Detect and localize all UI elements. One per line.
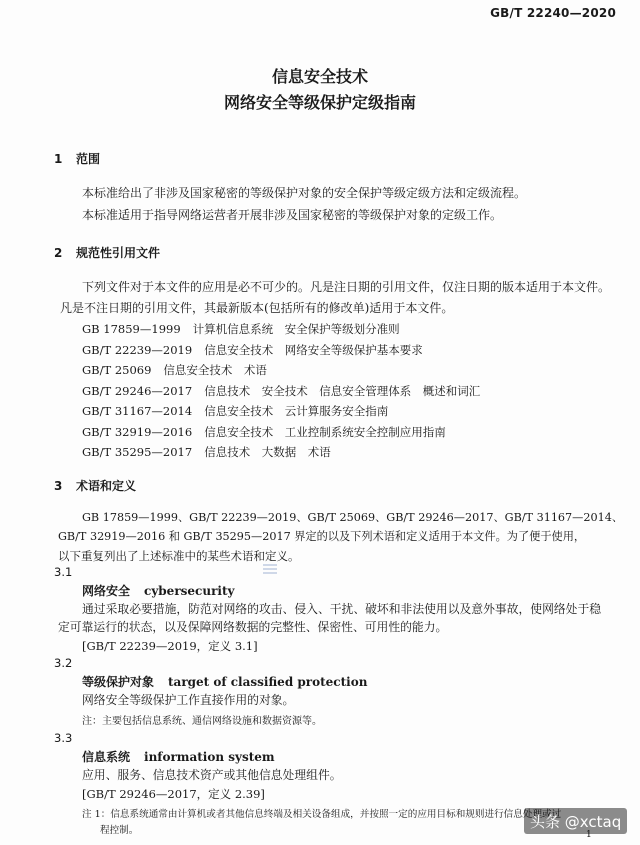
- page-number: 1: [586, 830, 592, 840]
- ref-title: 信息技术 大数据 术语: [204, 445, 331, 459]
- term-number: 3.2: [54, 656, 73, 670]
- reference-item: [82, 383, 480, 399]
- reference-item: [82, 342, 423, 358]
- reference-item: [82, 403, 388, 419]
- section-3-heading: [54, 477, 136, 494]
- section-title: 术语和定义: [76, 479, 137, 493]
- ref-title: 信息技术 安全技术 信息安全管理体系 概述和词汇: [204, 384, 481, 398]
- section-number: 2: [54, 246, 63, 260]
- term-heading: [82, 673, 367, 690]
- section-title: 规范性引用文件: [76, 246, 161, 260]
- term-note: 注 1：信息系统通常由计算机或者其他信息终端及相关设备组成，并按照一定的应用目标和规则进行信息处理或过: [82, 809, 562, 820]
- ref-code: GB/T 32919—2016: [82, 425, 193, 439]
- term-number: 3.3: [54, 731, 73, 745]
- term-heading: [82, 582, 234, 599]
- ref-code: GB/T 25069: [82, 363, 152, 377]
- section-1-heading: [54, 150, 100, 167]
- paragraph: GB/T 32919—2016 和 GB/T 35295—2017 界定的以及下列术语和定义适用于本文件。为了便于使用，: [58, 530, 586, 543]
- term-en: cybersecurity: [144, 584, 235, 598]
- term-heading: [82, 748, 275, 765]
- term-zh: 信息系统: [82, 750, 131, 764]
- term-zh: 网络安全: [82, 584, 131, 598]
- term-definition: 定可靠运行的状态，以及保障网络数据的完整性、保密性、可用性的能力。: [58, 620, 448, 634]
- watermark-badge: 头条 @xctaq: [524, 808, 627, 834]
- section-number: 3: [54, 479, 63, 493]
- term-note: 注：主要包括信息系统、通信网络设施和数据资源等。: [82, 716, 322, 727]
- term-source: [GB/T 22239—2019，定义 3.1]: [82, 639, 258, 653]
- term-en: information system: [144, 750, 275, 764]
- ref-title: 信息安全技术 术语: [163, 363, 267, 377]
- standard-code: GB/T 22240—2020: [490, 6, 616, 20]
- section-2-heading: [54, 244, 160, 261]
- section-number: 1: [54, 152, 63, 166]
- ref-title: 计算机信息系统 安全保护等级划分准则: [192, 322, 400, 336]
- term-number: 3.1: [54, 565, 73, 579]
- reference-item: [82, 321, 400, 337]
- ref-title: 信息安全技术 云计算服务安全指南: [204, 404, 389, 418]
- reference-item: [82, 362, 267, 378]
- ref-code: GB/T 29246—2017: [82, 384, 193, 398]
- ref-code: GB/T 31167—2014: [82, 404, 193, 418]
- paragraph: GB 17859—1999、GB/T 22239—2019、GB/T 25069、GB/T 29246—2017、GB/T 31167—2014、: [82, 511, 624, 524]
- paragraph: 凡是不注日期的引用文件，其最新版本(包括所有的修改单)适用于本文件。: [60, 301, 454, 315]
- paragraph: 以下重复列出了上述标准中的某些术语和定义。: [58, 549, 300, 563]
- doc-title-line1: 信息安全技术: [271, 67, 368, 86]
- term-zh: 等级保护对象: [82, 675, 155, 689]
- term-source: [GB/T 29246—2017，定义 2.39]: [82, 787, 265, 801]
- ref-code: GB/T 35295—2017: [82, 445, 193, 459]
- ref-code: GB 17859—1999: [82, 322, 181, 336]
- reference-item: [82, 444, 331, 460]
- term-definition: 网络安全等级保护工作直接作用的对象。: [82, 693, 295, 707]
- paragraph: 本标准适用于指导网络运营者开展非涉及国家秘密的等级保护对象的定级工作。: [82, 208, 503, 222]
- ref-title: 信息安全技术 网络安全等级保护基本要求: [204, 343, 423, 357]
- term-en: target of classified protection: [168, 675, 368, 689]
- paragraph: 下列文件对于本文件的应用是必不可少的。凡是注日期的引用文件，仅注日期的版本适用于本文件。: [82, 280, 611, 294]
- faint-logo-icon: [262, 562, 278, 576]
- term-definition: 通过采取必要措施，防范对网络的攻击、侵入、干扰、破坏和非法使用以及意外事故，使网络处于稳: [82, 602, 602, 616]
- reference-item: [82, 424, 446, 440]
- doc-title-line2: 网络安全等级保护定级指南: [223, 93, 416, 112]
- term-definition: 应用、服务、信息技术资产或其他信息处理组件。: [82, 768, 342, 782]
- ref-code: GB/T 22239—2019: [82, 343, 193, 357]
- paragraph: 本标准给出了非涉及国家秘密的等级保护对象的安全保护等级定级方法和定级流程。: [82, 186, 527, 200]
- term-note: 程控制。: [100, 825, 139, 836]
- section-title: 范围: [76, 152, 101, 166]
- ref-title: 信息安全技术 工业控制系统安全控制应用指南: [204, 425, 446, 439]
